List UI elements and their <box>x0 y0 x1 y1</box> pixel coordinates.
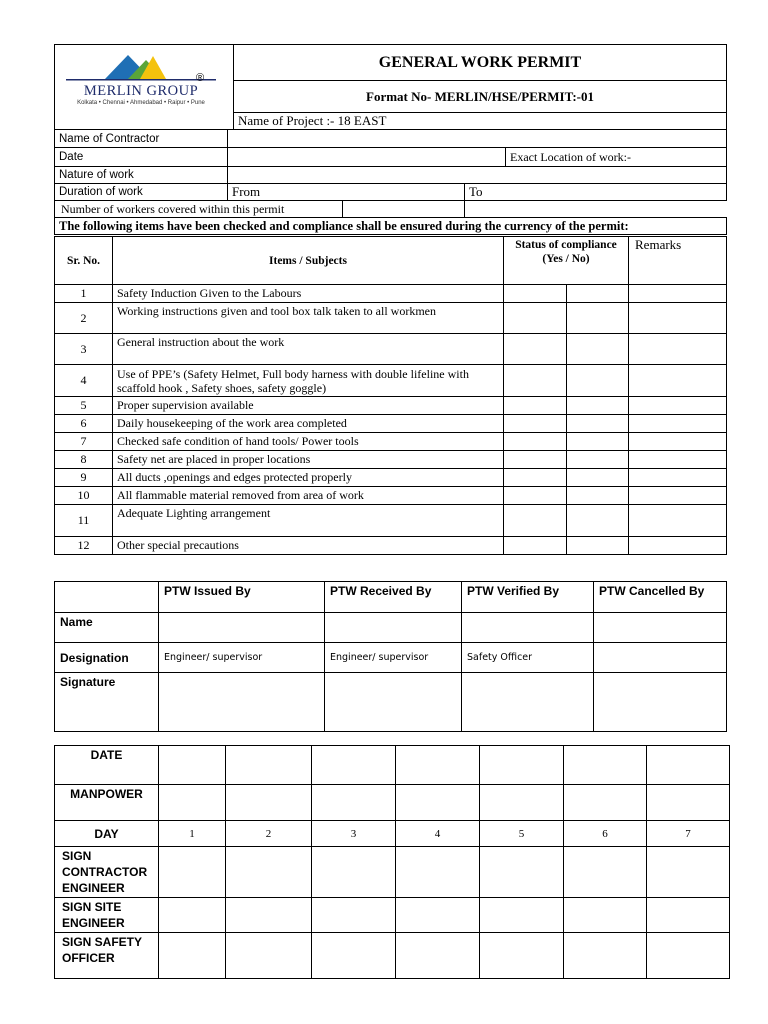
compliance-no-cell[interactable] <box>567 487 629 505</box>
daily-cell[interactable] <box>159 933 226 979</box>
from-label: From <box>232 184 261 199</box>
location-label[interactable]: Exact Location of work:- <box>506 148 727 167</box>
compliance-no-cell[interactable] <box>567 303 629 334</box>
daily-cell[interactable] <box>159 746 226 785</box>
checklist-row <box>55 397 727 415</box>
daily-cell[interactable] <box>647 898 730 933</box>
remarks-cell[interactable] <box>629 365 727 397</box>
daily-cell[interactable] <box>396 933 480 979</box>
ptw-cancelled-header: PTW Cancelled By <box>594 582 727 613</box>
daily-cell[interactable] <box>396 847 480 898</box>
brand-cities: Kolkata • Chennai • Ahmedabad • Raipur • Pune <box>77 100 205 106</box>
sign-safety-label: SIGN SAFETY OFFICER <box>55 933 159 979</box>
ptw-verified-header: PTW Verified By <box>462 582 594 613</box>
srno-header: Sr. No. <box>55 237 113 285</box>
compliance-yes-cell[interactable] <box>504 415 567 433</box>
checklist-srno: 11 <box>55 505 113 537</box>
daily-cell[interactable] <box>647 933 730 979</box>
daily-cell[interactable] <box>480 785 564 821</box>
daily-cell[interactable] <box>159 785 226 821</box>
compliance-no-cell[interactable] <box>567 451 629 469</box>
day-number: 7 <box>647 821 730 847</box>
compliance-yes-cell[interactable] <box>504 397 567 415</box>
checklist-row <box>55 505 727 537</box>
ptw-name-field[interactable] <box>159 613 325 643</box>
contractor-label: Name of Contractor <box>55 130 228 148</box>
remarks-cell[interactable] <box>629 487 727 505</box>
duration-to-field[interactable] <box>465 184 727 201</box>
daily-cell[interactable] <box>226 898 312 933</box>
daily-cell[interactable] <box>159 898 226 933</box>
registered-mark: ® <box>196 72 205 84</box>
contractor-field[interactable] <box>228 130 727 148</box>
remarks-cell[interactable] <box>629 303 727 334</box>
ptw-designation-value[interactable] <box>594 643 727 673</box>
checklist-row <box>55 303 727 334</box>
compliance-no-cell[interactable] <box>567 334 629 365</box>
ptw-signature-field[interactable] <box>159 673 325 732</box>
checklist-item-text: Safety Induction Given to the Labours <box>113 285 504 303</box>
day-number: 5 <box>480 821 564 847</box>
ptw-designation-value[interactable]: Engineer/ supervisor <box>325 643 462 673</box>
items-header: Items / Subjects <box>113 237 504 285</box>
daily-cell[interactable] <box>564 933 647 979</box>
daily-cell[interactable] <box>312 933 396 979</box>
checklist-item-text: All ducts ,openings and edges protected properly <box>113 469 504 487</box>
checklist-row <box>55 365 727 397</box>
compliance-yes-cell[interactable] <box>504 433 567 451</box>
remarks-cell[interactable] <box>629 537 727 555</box>
compliance-yes-cell[interactable] <box>504 505 567 537</box>
compliance-yes-cell[interactable] <box>504 365 567 397</box>
status-header: Status of compliance (Yes / No) <box>504 237 629 285</box>
compliance-yes-cell[interactable] <box>504 334 567 365</box>
page-title: GENERAL WORK PERMIT <box>234 45 727 81</box>
checklist-item-text: Safety net are placed in proper locations <box>113 451 504 469</box>
checklist-srno: 1 <box>55 285 113 303</box>
ptw-name-field[interactable] <box>594 613 727 643</box>
day-number: 3 <box>312 821 396 847</box>
daily-cell[interactable] <box>480 746 564 785</box>
checklist-item-text: Use of PPE’s (Safety Helmet, Full body harness with double lifeline with scaffold hook , Safety shoes, safety goggle) <box>113 365 504 397</box>
day-number: 4 <box>396 821 480 847</box>
ptw-designation-value[interactable]: Engineer/ supervisor <box>159 643 325 673</box>
ptw-signature-label: Signature <box>55 673 159 732</box>
compliance-no-cell[interactable] <box>567 415 629 433</box>
daily-cell[interactable] <box>480 847 564 898</box>
daily-cell[interactable] <box>647 847 730 898</box>
project-name: Name of Project :- 18 EAST <box>234 113 727 130</box>
workers-row <box>55 201 465 218</box>
duration-label: Duration of work <box>55 184 228 201</box>
compliance-yes-cell[interactable] <box>504 303 567 334</box>
checklist-item-text: Proper supervision available <box>113 397 504 415</box>
daily-cell[interactable] <box>647 746 730 785</box>
checklist-row <box>55 537 727 555</box>
remarks-cell[interactable] <box>629 397 727 415</box>
ptw-name-field[interactable] <box>462 613 594 643</box>
compliance-yes-cell[interactable] <box>504 451 567 469</box>
compliance-no-cell[interactable] <box>567 365 629 397</box>
checklist-item-text: Checked safe condition of hand tools/ Power tools <box>113 433 504 451</box>
daily-cell[interactable] <box>312 847 396 898</box>
compliance-yes-cell[interactable] <box>504 537 567 555</box>
remarks-cell[interactable] <box>629 285 727 303</box>
manpower-row-label: MANPOWER <box>55 785 159 821</box>
daily-cell[interactable] <box>647 785 730 821</box>
workers-label: Number of workers covered within this permit <box>55 201 343 217</box>
checklist-srno: 12 <box>55 537 113 555</box>
checklist-srno: 9 <box>55 469 113 487</box>
checklist-srno: 4 <box>55 365 113 397</box>
checklist-srno: 5 <box>55 397 113 415</box>
day-row-label: DAY <box>55 821 159 847</box>
day-number: 6 <box>564 821 647 847</box>
daily-cell[interactable] <box>312 746 396 785</box>
ptw-designation-value[interactable]: Safety Officer <box>462 643 594 673</box>
checklist-item-text: All flammable material removed from area of work <box>113 487 504 505</box>
sign-site-label: SIGN SITE ENGINEER <box>55 898 159 933</box>
compliance-no-cell[interactable] <box>567 537 629 555</box>
ptw-issued-header: PTW Issued By <box>159 582 325 613</box>
compliance-yes-cell[interactable] <box>504 487 567 505</box>
daily-cell[interactable] <box>159 847 226 898</box>
to-label: To <box>469 184 483 199</box>
ptw-table <box>54 581 727 732</box>
daily-cell[interactable] <box>396 898 480 933</box>
daily-cell[interactable] <box>396 785 480 821</box>
compliance-no-cell[interactable] <box>567 505 629 537</box>
ptw-name-label: Name <box>55 613 159 643</box>
brand-name: MERLIN GROUP <box>83 83 199 99</box>
nature-field[interactable] <box>228 167 727 184</box>
daily-cell[interactable] <box>480 933 564 979</box>
ptw-signature-field[interactable] <box>325 673 462 732</box>
daily-cell[interactable] <box>480 898 564 933</box>
checklist-row <box>55 469 727 487</box>
remarks-header: Remarks <box>629 237 727 285</box>
date-field[interactable] <box>228 148 506 167</box>
daily-cell[interactable] <box>226 847 312 898</box>
compliance-yes-cell[interactable] <box>504 285 567 303</box>
daily-cell[interactable] <box>312 898 396 933</box>
daily-cell[interactable] <box>564 847 647 898</box>
compliance-no-cell[interactable] <box>567 285 629 303</box>
daily-cell[interactable] <box>396 746 480 785</box>
checklist-item-text: Other special precautions <box>113 537 504 555</box>
daily-cell[interactable] <box>226 785 312 821</box>
date-label: Date <box>55 148 228 167</box>
checklist-srno: 3 <box>55 334 113 365</box>
day-number: 2 <box>226 821 312 847</box>
checklist-item-text: Daily housekeeping of the work area completed <box>113 415 504 433</box>
checklist-row <box>55 334 727 365</box>
remarks-cell[interactable] <box>629 451 727 469</box>
daily-cell[interactable] <box>226 746 312 785</box>
daily-record-table <box>54 745 730 979</box>
nature-label: Nature of work <box>55 167 228 184</box>
remarks-cell[interactable] <box>629 334 727 365</box>
checklist-row <box>55 433 727 451</box>
ptw-received-header: PTW Received By <box>325 582 462 613</box>
remarks-cell[interactable] <box>629 433 727 451</box>
daily-cell[interactable] <box>564 746 647 785</box>
checklist-item-text: Working instructions given and tool box talk taken to all workmen <box>113 303 504 334</box>
remarks-cell[interactable] <box>629 505 727 537</box>
compliance-no-cell[interactable] <box>567 433 629 451</box>
checklist-table <box>54 236 727 555</box>
ptw-designation-label: Designation <box>55 643 159 673</box>
daily-cell[interactable] <box>312 785 396 821</box>
checklist-srno: 8 <box>55 451 113 469</box>
checklist-srno: 7 <box>55 433 113 451</box>
date-row-label: DATE <box>55 746 159 785</box>
compliance-yes-cell[interactable] <box>504 469 567 487</box>
daily-cell[interactable] <box>226 933 312 979</box>
sign-contractor-label: SIGN CONTRACTOR ENGINEER <box>55 847 159 898</box>
compliance-no-cell[interactable] <box>567 397 629 415</box>
compliance-no-cell[interactable] <box>567 469 629 487</box>
checklist-item-text: Adequate Lighting arrangement <box>113 505 504 537</box>
remarks-cell[interactable] <box>629 415 727 433</box>
duration-from-field[interactable] <box>228 184 465 201</box>
ptw-signature-field[interactable] <box>462 673 594 732</box>
ptw-name-field[interactable] <box>325 613 462 643</box>
checklist-item-text: General instruction about the work <box>113 334 504 365</box>
format-number: Format No- MERLIN/HSE/PERMIT:-01 <box>234 81 727 113</box>
remarks-cell[interactable] <box>629 469 727 487</box>
checklist-row <box>55 415 727 433</box>
checklist-row <box>55 487 727 505</box>
checklist-row <box>55 451 727 469</box>
checklist-srno: 10 <box>55 487 113 505</box>
compliance-note: The following items have been checked and compliance shall be ensured during the currency of the permit: <box>55 218 727 235</box>
merlin-logo <box>60 52 222 112</box>
checklist-srno: 6 <box>55 415 113 433</box>
daily-cell[interactable] <box>564 898 647 933</box>
day-number: 1 <box>159 821 226 847</box>
checklist-srno: 2 <box>55 303 113 334</box>
daily-cell[interactable] <box>564 785 647 821</box>
ptw-signature-field[interactable] <box>594 673 727 732</box>
checklist-row <box>55 285 727 303</box>
